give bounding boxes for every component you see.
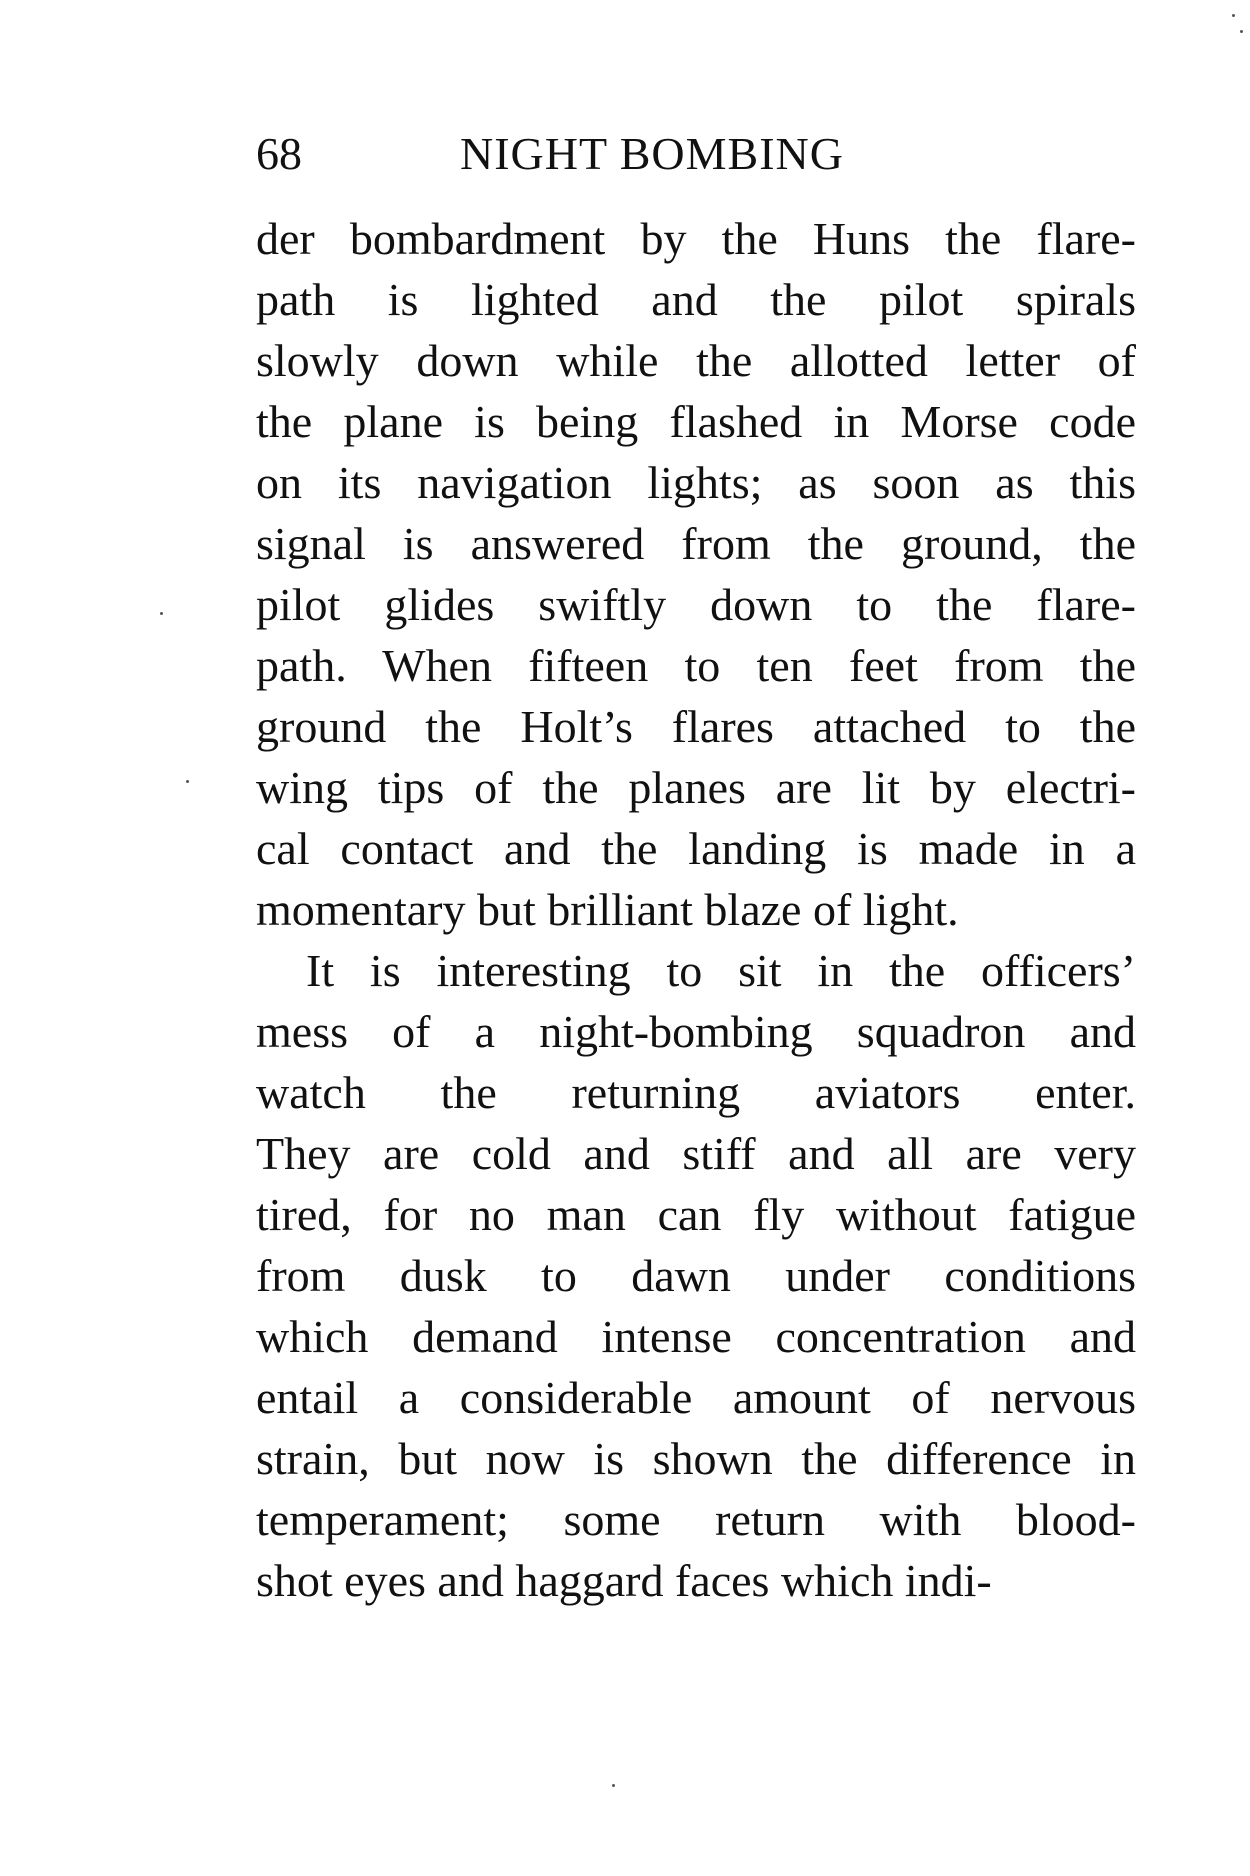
text-line: tired, for no man can fly without fatigue [256, 1189, 1136, 1240]
text-line: momentary but brilliant blaze of light. [256, 884, 959, 935]
text-line: mess of a night-bombing squadron and [256, 1006, 1136, 1057]
scan-speck [160, 612, 163, 615]
text-line: ground the Holt’s flares attached to the [256, 701, 1136, 752]
running-title: NIGHT BOMBING [460, 128, 844, 179]
text-line: which demand intense concentration and [256, 1311, 1136, 1362]
paragraph-2 [256, 940, 1136, 1611]
text-line: path. When fifteen to ten feet from the [256, 640, 1136, 691]
text-line: pilot glides swiftly down to the flare- [256, 579, 1136, 630]
text-line: from dusk to dawn under conditions [256, 1250, 1136, 1301]
text-line: temperament; some return with blood- [256, 1494, 1136, 1545]
text-line: path is lighted and the pilot spirals [256, 274, 1136, 325]
text-line: wing tips of the planes are lit by electri- [256, 762, 1136, 813]
paragraph-1 [256, 208, 1136, 940]
text-line: on its navigation lights; as soon as this [256, 457, 1136, 508]
text-line: It is interesting to sit in the officers’ [306, 945, 1136, 996]
text-line: signal is answered from the ground, the [256, 518, 1136, 569]
page-number: 68 [256, 128, 302, 179]
text-line: They are cold and stiff and all are very [256, 1128, 1136, 1179]
text-line: entail a considerable amount of nervous [256, 1372, 1136, 1423]
text-line: cal contact and the landing is made in a [256, 823, 1136, 874]
scan-speck [612, 1784, 615, 1787]
scan-speck [1232, 14, 1235, 17]
text-line: strain, but now is shown the difference in [256, 1433, 1136, 1484]
text-line: shot eyes and haggard faces which indi- [256, 1555, 992, 1606]
body-text [256, 208, 1136, 1611]
scan-speck [186, 780, 189, 783]
text-line: der bombardment by the Huns the flare- [256, 213, 1136, 264]
scan-speck [1240, 30, 1243, 33]
text-line: slowly down while the allotted letter of [256, 335, 1136, 386]
text-line: the plane is being flashed in Morse code [256, 396, 1136, 447]
page-header [256, 124, 1136, 184]
text-line: watch the returning aviators enter. [256, 1067, 1136, 1118]
